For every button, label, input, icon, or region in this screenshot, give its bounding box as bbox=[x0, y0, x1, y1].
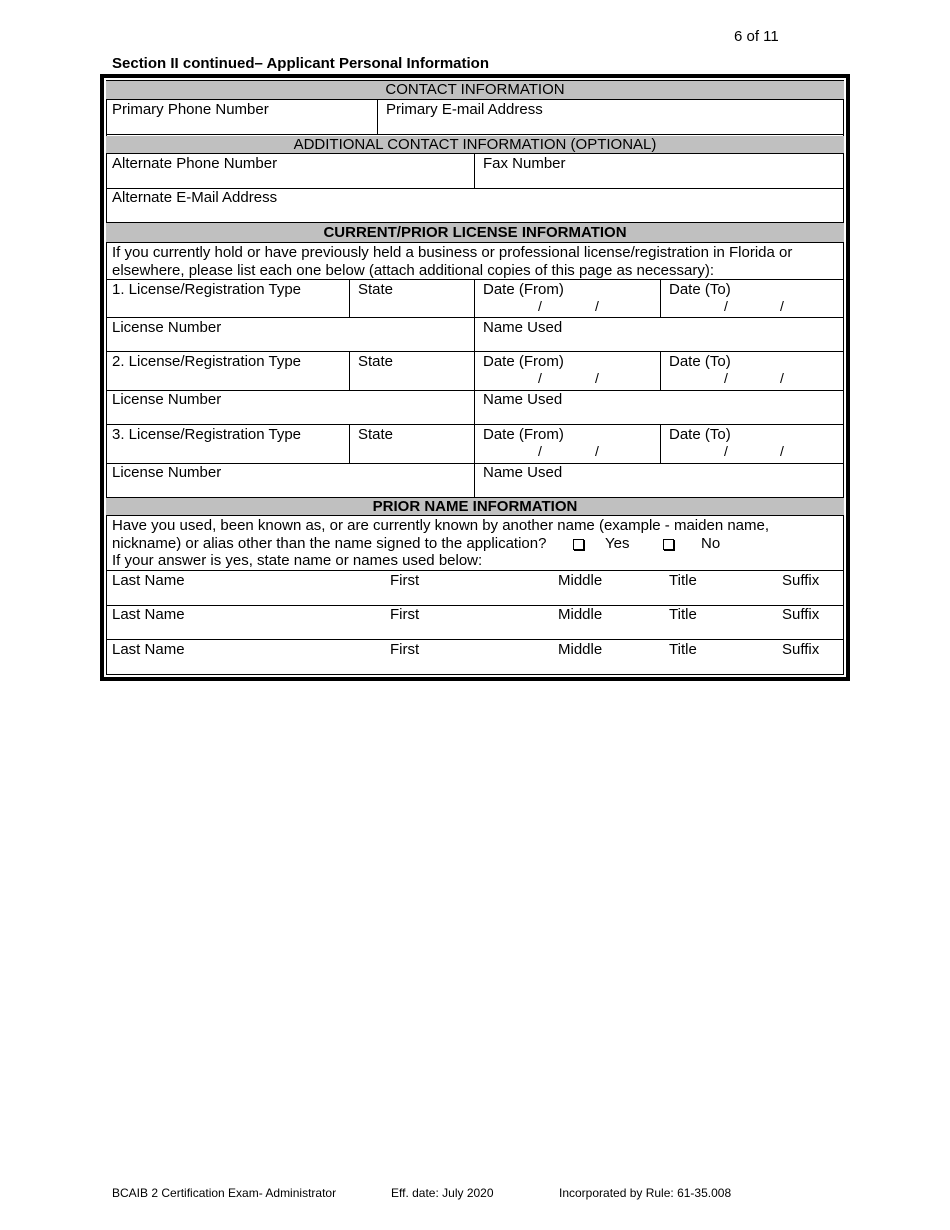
section-title: Section II continued– Applicant Personal Information bbox=[112, 55, 489, 72]
license-2-number-field[interactable]: License Number bbox=[112, 391, 222, 408]
license-1-name-used-field[interactable]: Name Used bbox=[483, 319, 563, 336]
rule bbox=[106, 134, 844, 135]
prior-name-header: PRIOR NAME INFORMATION bbox=[106, 498, 844, 515]
license-instruction-line2: elsewhere, please list each one below (attach additional copies of this page as necessary): bbox=[112, 262, 715, 279]
date-slash: / bbox=[538, 298, 542, 314]
rule bbox=[660, 279, 661, 317]
license-2-date-to-field[interactable]: Date (To) bbox=[669, 353, 731, 370]
primary-email-field[interactable]: Primary E-mail Address bbox=[386, 101, 543, 118]
license-3-state-field[interactable]: State bbox=[358, 426, 394, 443]
rule bbox=[106, 570, 844, 571]
rule bbox=[377, 99, 378, 134]
name-1-middle-field[interactable]: Middle bbox=[558, 572, 603, 589]
name-1-title-field[interactable]: Title bbox=[669, 572, 697, 589]
date-slash: / bbox=[780, 443, 784, 459]
page-number: 6 of 11 bbox=[734, 28, 779, 45]
license-3-date-from-field[interactable]: Date (From) bbox=[483, 426, 564, 443]
license-1-state-field[interactable]: State bbox=[358, 281, 394, 298]
additional-contact-header: ADDITIONAL CONTACT INFORMATION (OPTIONAL) bbox=[106, 136, 844, 153]
name-2-middle-field[interactable]: Middle bbox=[558, 606, 603, 623]
footer-form-name: BCAIB 2 Certification Exam- Administrator bbox=[112, 1186, 337, 1200]
date-slash: / bbox=[780, 298, 784, 314]
prior-name-question-line1: Have you used, been known as, or are currently known by another name (example - maiden name, bbox=[112, 517, 770, 534]
license-1-number-field[interactable]: License Number bbox=[112, 319, 222, 336]
yes-checkbox[interactable] bbox=[573, 539, 584, 550]
inner-border-right bbox=[843, 80, 844, 675]
name-1-first-field[interactable]: First bbox=[390, 572, 420, 589]
date-slash: / bbox=[724, 298, 728, 314]
date-slash: / bbox=[595, 370, 599, 386]
contact-header: CONTACT INFORMATION bbox=[106, 81, 844, 99]
rule bbox=[474, 424, 475, 498]
date-slash: / bbox=[595, 443, 599, 459]
alternate-email-field[interactable]: Alternate E-Mail Address bbox=[112, 189, 278, 206]
inner-border-bottom bbox=[106, 674, 844, 675]
license-2-state-field[interactable]: State bbox=[358, 353, 394, 370]
prior-name-question-line2: nickname) or alias other than the name signed to the application? bbox=[112, 535, 547, 552]
rule bbox=[106, 515, 844, 516]
name-1-last-field[interactable]: Last Name bbox=[112, 572, 185, 589]
date-slash: / bbox=[538, 443, 542, 459]
rule bbox=[660, 351, 661, 390]
no-checkbox[interactable] bbox=[663, 539, 674, 550]
name-2-title-field[interactable]: Title bbox=[669, 606, 697, 623]
name-3-middle-field[interactable]: Middle bbox=[558, 641, 603, 658]
rule bbox=[106, 424, 844, 425]
date-slash: / bbox=[780, 370, 784, 386]
rule bbox=[106, 317, 844, 318]
license-2-date-from-field[interactable]: Date (From) bbox=[483, 353, 564, 370]
alternate-phone-field[interactable]: Alternate Phone Number bbox=[112, 155, 278, 172]
license-header: CURRENT/PRIOR LICENSE INFORMATION bbox=[106, 223, 844, 242]
rule bbox=[106, 279, 844, 280]
rule bbox=[106, 639, 844, 640]
name-2-suffix-field[interactable]: Suffix bbox=[782, 606, 820, 623]
date-slash: / bbox=[595, 298, 599, 314]
license-1-date-from-field[interactable]: Date (From) bbox=[483, 281, 564, 298]
name-3-first-field[interactable]: First bbox=[390, 641, 420, 658]
name-3-title-field[interactable]: Title bbox=[669, 641, 697, 658]
license-instruction-line1: If you currently hold or have previously held a business or professional license/registration in Florida or bbox=[112, 244, 793, 261]
name-2-last-field[interactable]: Last Name bbox=[112, 606, 185, 623]
no-label: No bbox=[701, 535, 721, 552]
license-3-name-used-field[interactable]: Name Used bbox=[483, 464, 563, 481]
license-3-date-to-field[interactable]: Date (To) bbox=[669, 426, 731, 443]
name-1-suffix-field[interactable]: Suffix bbox=[782, 572, 820, 589]
license-2-type-field[interactable]: 2. License/Registration Type bbox=[112, 353, 302, 370]
license-2-name-used-field[interactable]: Name Used bbox=[483, 391, 563, 408]
rule bbox=[349, 424, 350, 463]
rule bbox=[106, 153, 844, 154]
rule bbox=[474, 351, 475, 424]
footer-rule: Incorporated by Rule: 61-35.008 bbox=[559, 1186, 732, 1200]
rule bbox=[474, 279, 475, 351]
rule bbox=[660, 424, 661, 463]
inner-border-left bbox=[106, 80, 107, 675]
name-3-last-field[interactable]: Last Name bbox=[112, 641, 185, 658]
rule bbox=[106, 351, 844, 352]
rule bbox=[106, 605, 844, 606]
fax-field[interactable]: Fax Number bbox=[483, 155, 566, 172]
rule bbox=[349, 351, 350, 390]
date-slash: / bbox=[724, 443, 728, 459]
name-3-suffix-field[interactable]: Suffix bbox=[782, 641, 820, 658]
yes-label: Yes bbox=[605, 535, 630, 552]
rule bbox=[106, 99, 844, 100]
license-3-type-field[interactable]: 3. License/Registration Type bbox=[112, 426, 302, 443]
primary-phone-field[interactable]: Primary Phone Number bbox=[112, 101, 269, 118]
date-slash: / bbox=[724, 370, 728, 386]
rule bbox=[474, 153, 475, 188]
date-slash: / bbox=[538, 370, 542, 386]
license-3-number-field[interactable]: License Number bbox=[112, 464, 222, 481]
rule bbox=[349, 279, 350, 317]
prior-name-instruction: If your answer is yes, state name or names used below: bbox=[112, 552, 483, 569]
name-2-first-field[interactable]: First bbox=[390, 606, 420, 623]
license-1-type-field[interactable]: 1. License/Registration Type bbox=[112, 281, 302, 298]
license-1-date-to-field[interactable]: Date (To) bbox=[669, 281, 731, 298]
footer-eff-date: Eff. date: July 2020 bbox=[391, 1186, 494, 1200]
rule bbox=[106, 242, 844, 243]
